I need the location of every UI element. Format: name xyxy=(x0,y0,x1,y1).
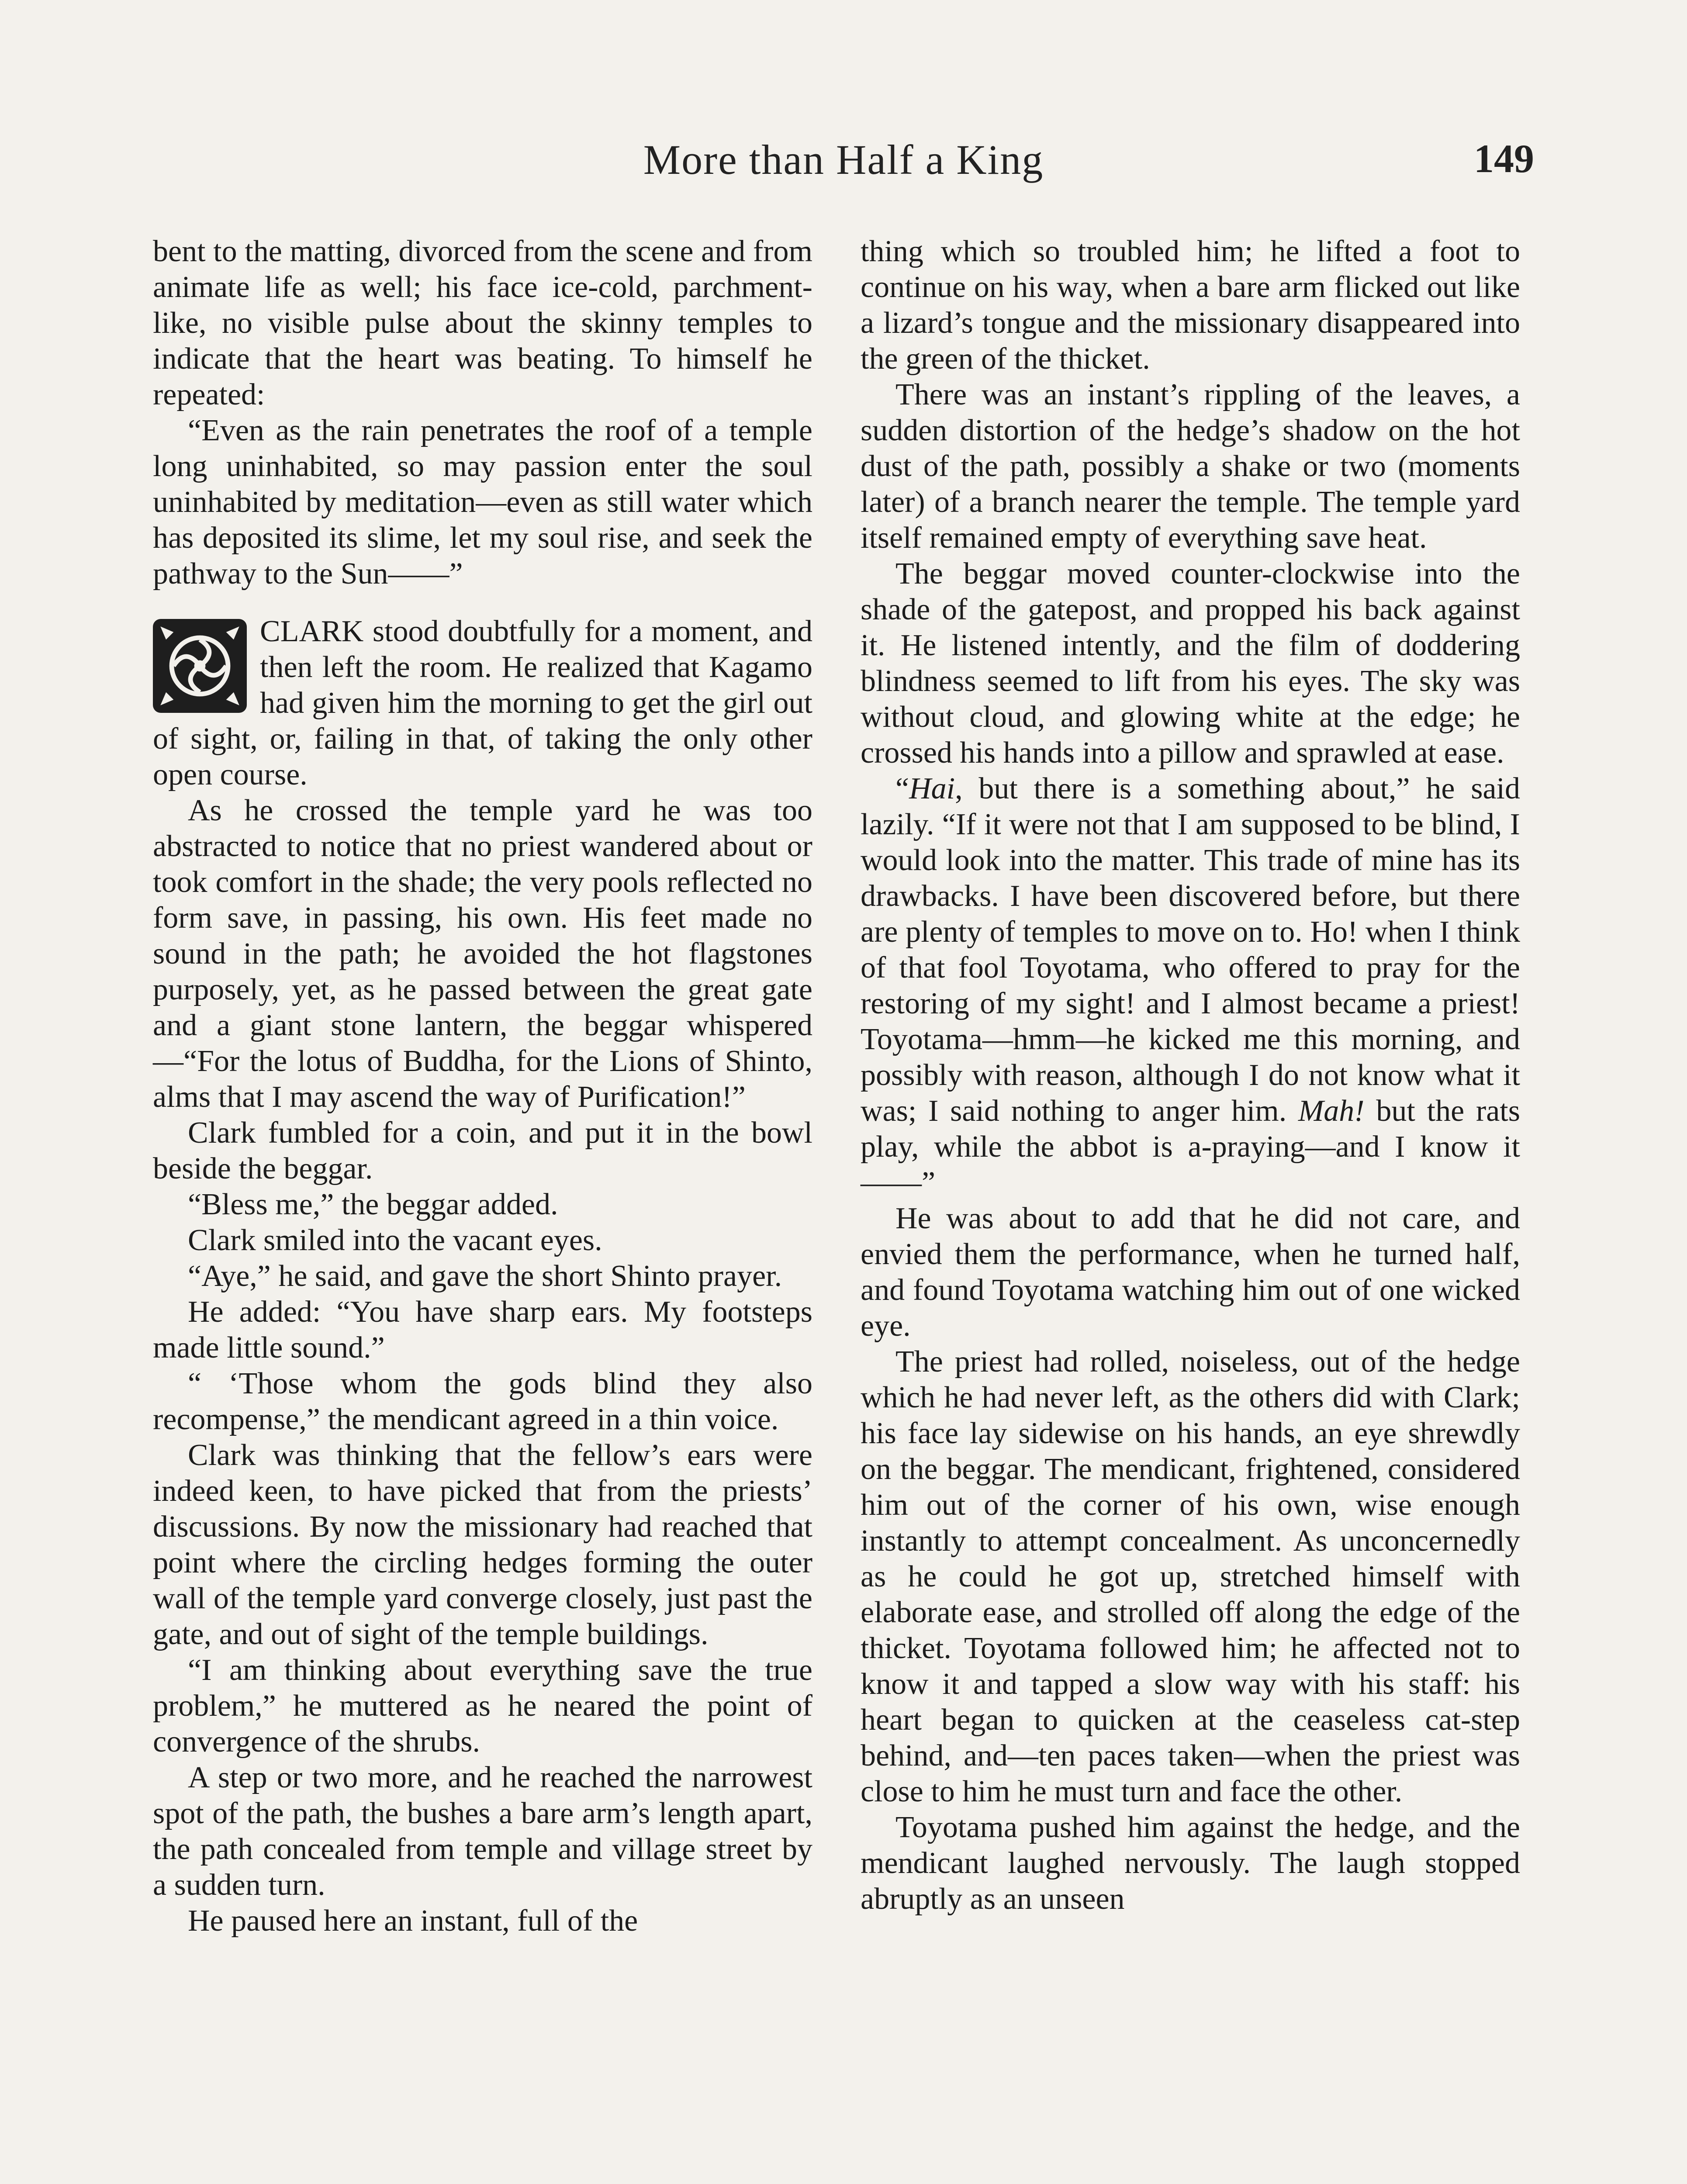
text-span: but the rats play, while the abbot is a-praying—and I know it——” xyxy=(861,1094,1520,1199)
paragraph: Clark fumbled for a coin, and put it in the bowl beside the beggar. xyxy=(153,1116,812,1185)
paragraph: Clark was thinking that the fellow’s ears were indeed keen, to have picked that from the priests’ discussions. By now the missionary had reached that point where the circling hedges forming the outer wall of the temple yard converge closely, just past the gate, and out of sight of the temple buildings. xyxy=(153,1438,812,1651)
paragraph: Toyotama pushed him against the hedge, and the mendicant laughed nervously. The laugh stopped abruptly as an unseen xyxy=(861,1811,1520,1916)
paragraph: A step or two more, and he reached the narrowest spot of the path, the bushes a bare arm’s length apart, the path concealed from temple and village street by a sudden turn. xyxy=(153,1761,812,1902)
italic-word: Mah! xyxy=(1298,1094,1365,1128)
paragraph: He was about to add that he did not care, and envied them the performance, when he turned half, and found Toyotama watching him out of one wicked eye. xyxy=(861,1202,1520,1343)
paragraph: There was an instant’s rippling of the leaves, a sudden distortion of the hedge’s shadow on the hot dust of the path, possibly a shake or two (moments later) of a branch nearer the temple. The temple yard itself remained empty of everything save heat. xyxy=(861,378,1520,555)
paragraph: “Even as the rain penetrates the roof of a temple long uninhabited, so may passion enter the soul uninhabited by meditation—even as still water which has deposited its slime, let my soul rise, and seek the pathway to the Sun——” xyxy=(153,414,812,591)
paragraph: bent to the matting, divorced from the scene and from animate life as well; his face ice-cold, parchment-like, no visible pulse about the skinny temples to indicate that the heart was beating. To himself he repeated: xyxy=(153,235,812,411)
paragraph xyxy=(861,771,1520,1201)
paragraph: “I am thinking about everything save the true problem,” he muttered as he neared the point of convergence of the shrubs. xyxy=(153,1653,812,1759)
paragraph: “Bless me,” the beggar added. xyxy=(188,1188,558,1221)
text-span: “ xyxy=(895,772,909,805)
section-start xyxy=(153,614,812,793)
running-header xyxy=(153,135,1534,197)
paragraph: “Aye,” he said, and gave the short Shinto prayer. xyxy=(188,1259,782,1293)
ornament-icon xyxy=(153,619,247,713)
paragraph: CLARK stood doubtfully for a moment, and then left the room. He realized that Kagamo had given him the morning to get the girl out of sight, or, failing in that, of taking the only other open course. xyxy=(153,615,812,791)
paragraph: thing which so troubled him; he lifted a foot to continue on his way, when a bare arm flicked out like a lizard’s tongue and the missionary disappeared into the green of the thicket. xyxy=(861,235,1520,376)
paragraph: The beggar moved counter-clockwise into the shade of the gatepost, and propped his back against it. He listened intently, and the film of doddering blindness seemed to lift from his eyes. The sky was without cloud, and glowing white at the edge; he crossed his hands into a pillow and sprawled at ease. xyxy=(861,557,1520,770)
running-title: More than Half a King xyxy=(643,136,1044,183)
paragraph: He paused here an instant, full of the xyxy=(188,1904,638,1938)
left-column xyxy=(153,234,812,1939)
page-number: 149 xyxy=(1474,136,1534,181)
paragraph: “ ‘Those whom the gods blind they also recompense,” the mendicant agreed in a thin voice. xyxy=(153,1367,812,1436)
italic-word: Hai xyxy=(909,772,955,805)
paragraph: He added: “You have sharp ears. My footsteps made little sound.” xyxy=(153,1295,812,1365)
right-column xyxy=(861,234,1520,1917)
paragraph: The priest had rolled, noiseless, out of the hedge which he had never left, as the others did with Clark; his face lay sidewise on his hands, an eye shrewdly on the beggar. The mendicant, frightened, considered him out of the corner of his own, wise enough instantly to attempt concealment. As unconcernedly as he could he got up, stretched himself with elaborate ease, and strolled off along the edge of the thicket. Toyotama followed him; he affected not to know it and tapped a slow way with his staff: his heart began to quicken at the ceaseless cat-step behind, and—ten paces taken—when the priest was close to him he must turn and face the other. xyxy=(861,1345,1520,1808)
paragraph: As he crossed the temple yard he was too abstracted to notice that no priest wandered about or took comfort in the shade; the very pools reflected no form save, in passing, his own. His feet made no sound in the path; he avoided the hot flagstones purposely, yet, as he passed between the great gate and a giant stone lantern, the beggar whispered—“For the lotus of Buddha, for the Lions of Shinto, alms that I may ascend the way of Purification!” xyxy=(153,794,812,1114)
text-span: , but there is a something about,” he said lazily. “If it were not that I am supposed to be blind, I would look into the matter. This trade of mine has its drawbacks. I have been discovered before, but there are plenty of temples to move on to. Ho! when I think of that fool Toyotama, who offered to pray for the restoring of my sight! and I almost became a priest! Toyotama—hmm—he kicked me this morning, and possibly with reason, although I do not know what it was; I said nothing to anger him. xyxy=(861,772,1520,1128)
paragraph: Clark smiled into the vacant eyes. xyxy=(188,1223,602,1257)
